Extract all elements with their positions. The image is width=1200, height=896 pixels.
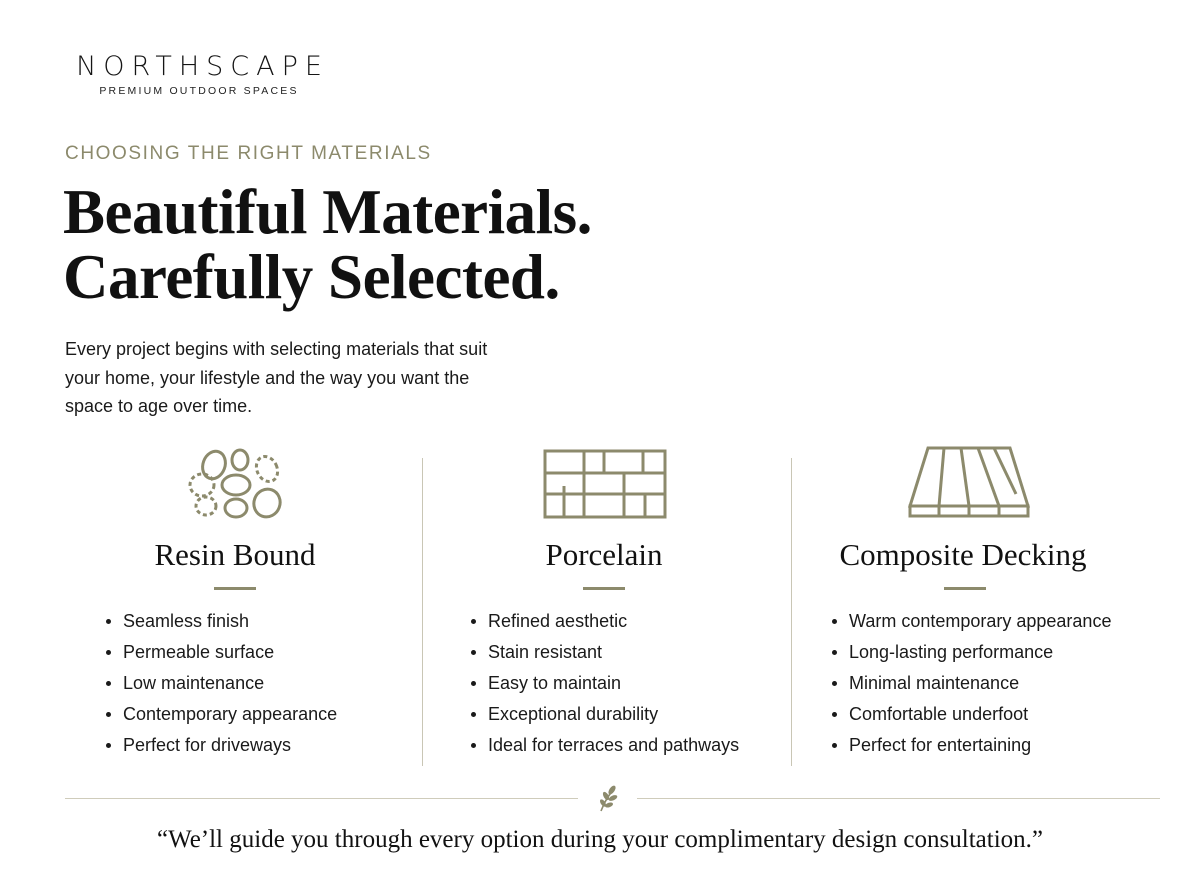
title-underline (944, 587, 986, 590)
list-item: Low maintenance (106, 668, 337, 699)
list-item: Seamless finish (106, 606, 337, 637)
list-item: Ideal for terraces and pathways (471, 730, 739, 761)
brand-name: NORTHSCAPE (76, 51, 329, 82)
consultation-quote: “We’ll guide you through every option during your complimentary design consultation.” (157, 826, 1043, 853)
list-item: Comfortable underfoot (832, 699, 1111, 730)
brand-logo (64, 52, 334, 97)
list-item: Long-lasting performance (832, 637, 1111, 668)
list-item: Contemporary appearance (106, 699, 337, 730)
feature-list (471, 606, 739, 761)
material-title: Composite Decking (839, 537, 1087, 572)
list-item: Easy to maintain (471, 668, 739, 699)
tiles-icon (543, 449, 667, 519)
section-eyebrow: CHOOSING THE RIGHT MATERIALS (65, 143, 432, 164)
headline-line-1: Beautiful Materials. (63, 177, 592, 247)
brand-tagline: PREMIUM OUTDOOR SPACES (99, 85, 299, 97)
footer-divider-left (65, 798, 578, 799)
leaf-icon (596, 785, 620, 818)
column-divider (422, 458, 423, 766)
feature-list (832, 606, 1111, 761)
list-item: Minimal maintenance (832, 668, 1111, 699)
list-item: Perfect for driveways (106, 730, 337, 761)
list-item: Perfect for entertaining (832, 730, 1111, 761)
title-underline (583, 587, 625, 590)
material-title: Porcelain (545, 537, 663, 572)
headline-line-2: Carefully Selected. (63, 242, 560, 312)
list-item: Warm contemporary appearance (832, 606, 1111, 637)
list-item: Permeable surface (106, 637, 337, 668)
pebbles-icon (186, 448, 284, 520)
title-underline (214, 587, 256, 590)
list-item: Stain resistant (471, 637, 739, 668)
page-headline (63, 177, 592, 312)
feature-list (106, 606, 337, 761)
list-item: Refined aesthetic (471, 606, 739, 637)
column-divider (791, 458, 792, 766)
material-title: Resin Bound (154, 537, 316, 572)
list-item: Exceptional durability (471, 699, 739, 730)
decking-icon (906, 446, 1032, 518)
footer-divider-right (637, 798, 1160, 799)
intro-paragraph: Every project begins with selecting materials that suit your home, your lifestyle and the way you want the space to age over time. (65, 339, 488, 416)
